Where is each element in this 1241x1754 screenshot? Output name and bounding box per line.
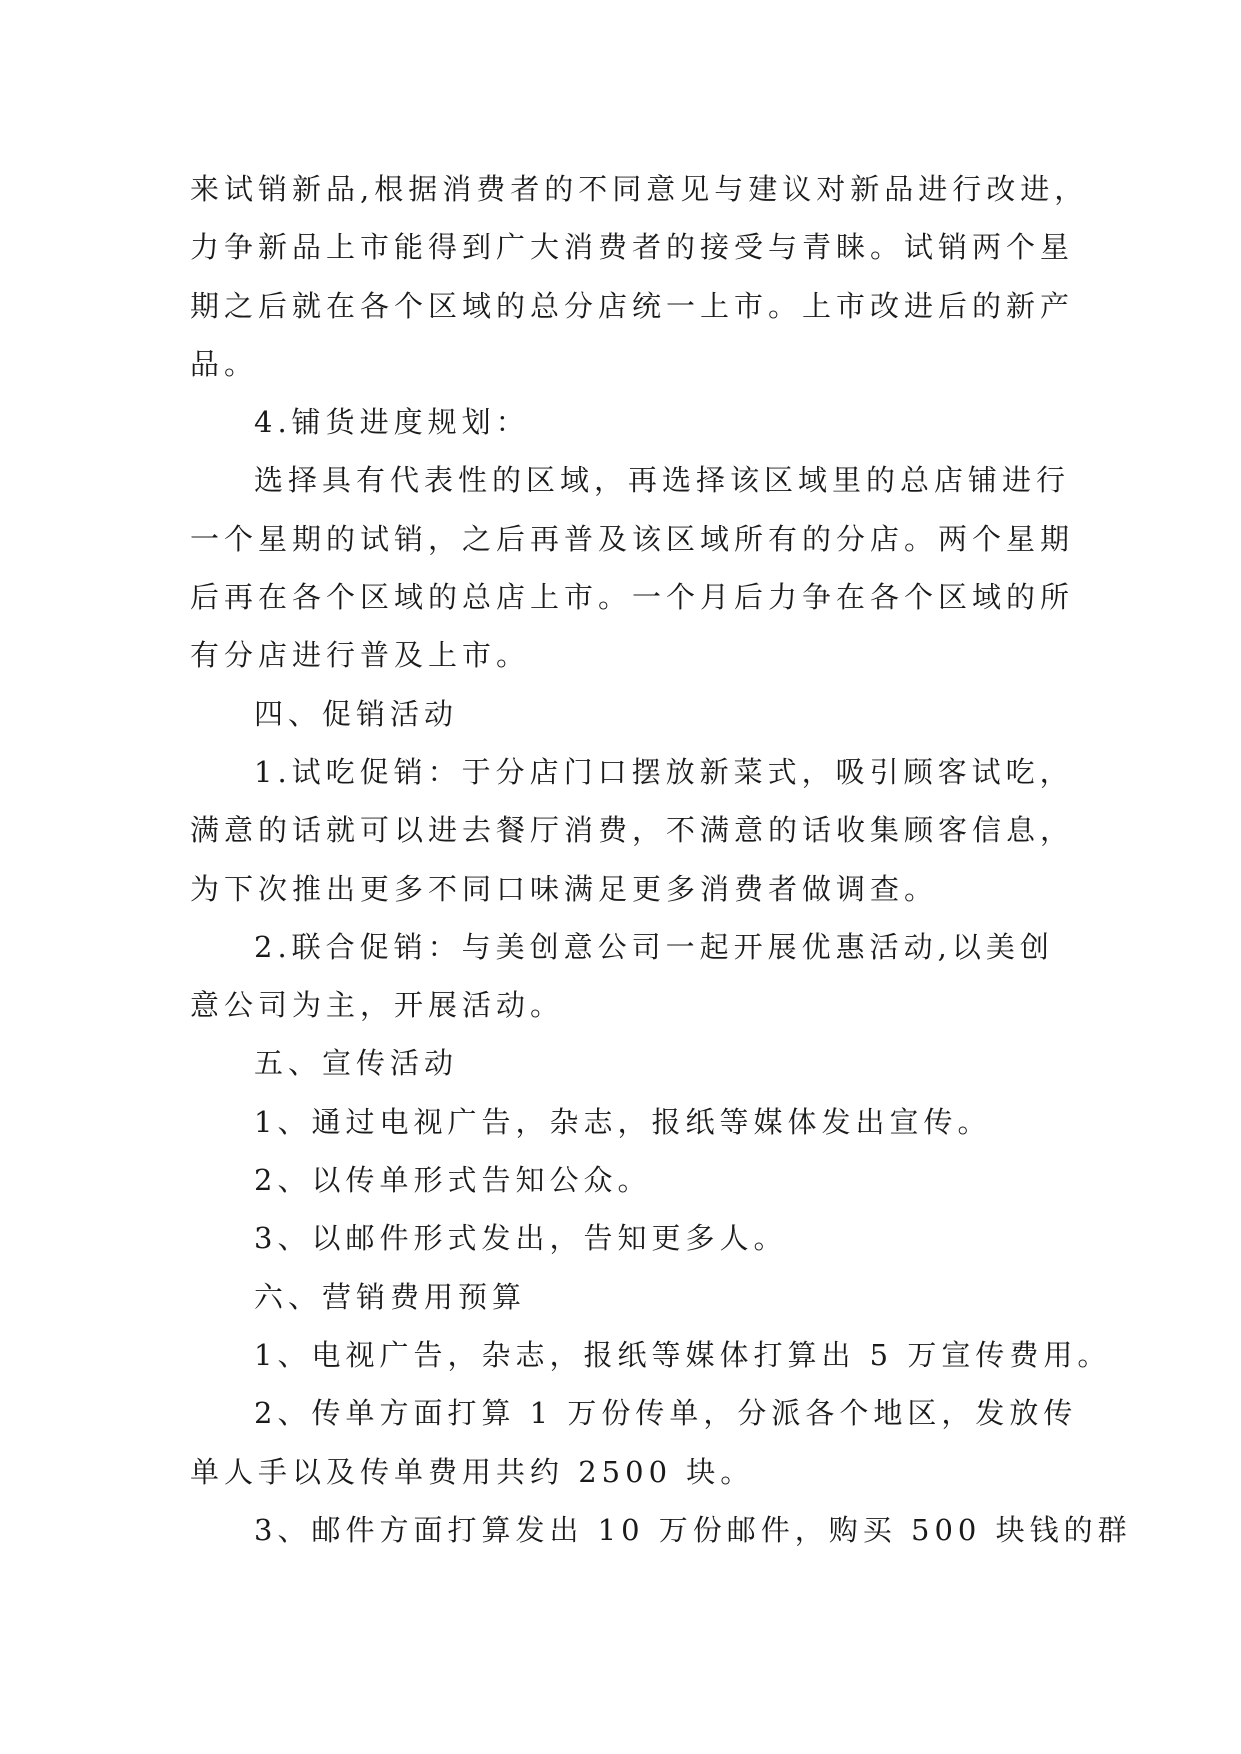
text-line: 来试销新品,根据消费者的不同意见与建议对新品进行改进， bbox=[190, 172, 1089, 206]
text-line: 品。 bbox=[190, 346, 259, 381]
text-line: 2、以传单形式告知公众。 bbox=[254, 1163, 652, 1198]
paragraph-publicity-item-2 bbox=[190, 1151, 1090, 1209]
text-line: 1.试吃促销：于分店门口摆放新菜式，吸引顾客试吃， bbox=[254, 754, 1074, 789]
text-line: 选择具有代表性的区域，再选择该区域里的总店铺进行 bbox=[254, 463, 1071, 498]
text-line: 一个星期的试销，之后再普及该区域所有的分店。两个星期 bbox=[190, 521, 1075, 556]
text-line: 期之后就在各个区域的总分店统一上市。上市改进后的新产 bbox=[190, 288, 1075, 323]
paragraph-distribution-detail bbox=[190, 451, 1090, 684]
text-line: 4.铺货进度规划： bbox=[254, 405, 530, 440]
section-heading-distribution-plan bbox=[190, 393, 1090, 451]
paragraph-joint-promotion bbox=[190, 918, 1090, 1035]
paragraph-publicity-item-1 bbox=[190, 1093, 1090, 1151]
paragraph-tasting-promotion bbox=[190, 743, 1090, 918]
text-line: 五、宣传活动 bbox=[254, 1046, 459, 1081]
text-line: 有分店进行普及上市。 bbox=[190, 638, 531, 673]
text-line: 力争新品上市能得到广大消费者的接受与青睐。试销两个星 bbox=[190, 230, 1075, 265]
text-line: 四、促销活动 bbox=[254, 696, 459, 731]
section-heading-promotion bbox=[190, 685, 1090, 743]
text-line: 后再在各个区域的总店上市。一个月后力争在各个区域的所 bbox=[190, 580, 1075, 615]
paragraph-budget-item-2 bbox=[190, 1384, 1090, 1501]
text-line: 为下次推出更多不同口味满足更多消费者做调查。 bbox=[190, 871, 939, 906]
paragraph-budget-item-1 bbox=[190, 1326, 1112, 1384]
text-line: 3、邮件方面打算发出 10 万份邮件，购买 500 块钱的群 bbox=[254, 1512, 1132, 1547]
section-heading-budget bbox=[190, 1268, 1090, 1326]
text-line: 意公司为主，开展活动。 bbox=[190, 988, 565, 1023]
paragraph-publicity-item-3 bbox=[190, 1209, 1090, 1267]
section-heading-publicity bbox=[190, 1034, 1090, 1092]
document-body bbox=[190, 160, 1132, 1559]
text-line: 1、电视广告，杂志，报纸等媒体打算出 5 万宣传费用。 bbox=[254, 1337, 1112, 1372]
text-line: 2.联合促销：与美创意公司一起开展优惠活动,以美创 bbox=[254, 929, 1054, 964]
text-line: 满意的话就可以进去餐厅消费，不满意的话收集顾客信息， bbox=[190, 813, 1075, 848]
text-line: 2、传单方面打算 1 万份传单，分派各个地区，发放传 bbox=[254, 1396, 1078, 1431]
text-line: 六、营销费用预算 bbox=[254, 1279, 527, 1314]
paragraph-1 bbox=[190, 160, 1090, 393]
paragraph-budget-item-3 bbox=[190, 1501, 1132, 1559]
text-line: 1、通过电视广告，杂志，报纸等媒体发出宣传。 bbox=[254, 1104, 992, 1139]
text-line: 单人手以及传单费用共约 2500 块。 bbox=[190, 1454, 755, 1489]
text-line: 3、以邮件形式发出，告知更多人。 bbox=[254, 1221, 788, 1256]
